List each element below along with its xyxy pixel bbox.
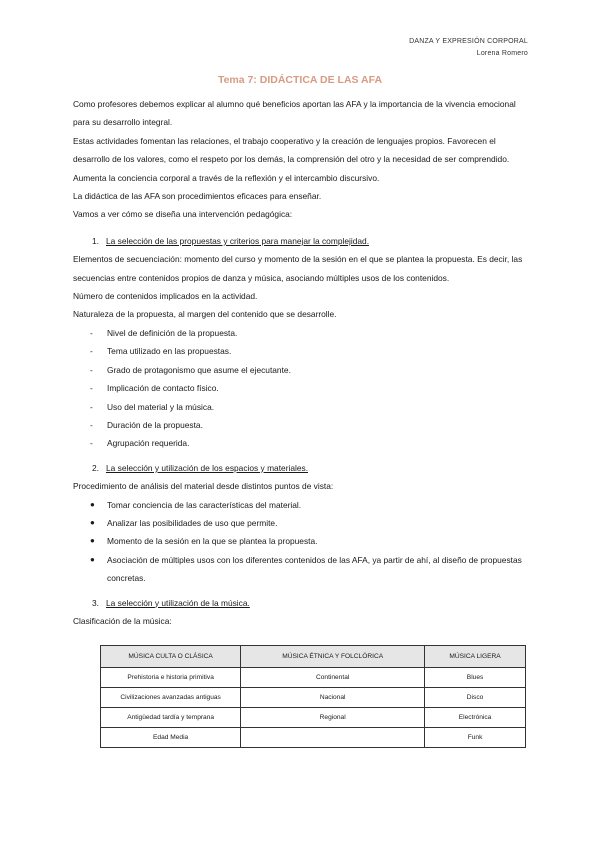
- table-cell: Regional: [241, 708, 425, 728]
- table-cell: Antigüedad tardía y temprana: [101, 708, 241, 728]
- dash-bullet: -: [90, 438, 93, 449]
- intro-paragraph: La didáctica de las AFA son procedimientos eficaces para enseñar.: [73, 191, 322, 202]
- table-cell: Blues: [425, 668, 526, 688]
- bullet-dot: ●: [90, 536, 95, 546]
- list-item: ● Analizar las posibilidades de uso que permite.: [90, 514, 530, 532]
- table-cell: Edad Media: [101, 728, 241, 748]
- list-item: ● Tomar conciencia de las características del material.: [90, 496, 530, 514]
- section1-paragraph: Número de contenidos implicados en la actividad.: [73, 291, 258, 302]
- list-item: ● Momento de la sesión en la que se plantea la propuesta.: [90, 532, 530, 550]
- dash-bullet: -: [90, 327, 93, 338]
- list-item: - Tema utilizado en las propuestas.: [90, 342, 530, 360]
- table-cell: Continental: [241, 668, 425, 688]
- section-heading-3: [73, 594, 530, 612]
- table-row: [101, 728, 526, 748]
- table-row: [101, 668, 526, 688]
- section-number: 1.: [92, 235, 99, 246]
- section2-lead: Procedimiento de análisis del material desde distintos puntos de vista:: [73, 481, 334, 492]
- header-subject: DANZA Y EXPRESIÓN CORPORAL: [409, 38, 528, 45]
- section-heading-1: [73, 232, 530, 250]
- intro-paragraph: Estas actividades fomentan las relaciones, el trabajo cooperativo y la creación de lenguajes propios. Favorecen el desarrollo de los valores, como el respeto por los demás, la comprensión del otro y la necesidad de ser comprendido. Aumenta la conciencia corporal a través de la reflexión y el intercambio discursivo.: [73, 135, 510, 183]
- table-row: [101, 708, 526, 728]
- section-number: 3.: [92, 597, 99, 608]
- list-item: - Implicación de contacto físico.: [90, 379, 530, 397]
- list-item: - Agrupación requerida.: [90, 434, 530, 452]
- page-header: [409, 36, 528, 60]
- table-cell: Nacional: [241, 688, 425, 708]
- section-heading-2: [73, 459, 530, 477]
- section-title: La selección de las propuestas y criterios para manejar la complejidad.: [106, 235, 370, 246]
- section-number: 2.: [92, 462, 99, 473]
- intro-paragraph: Vamos a ver cómo se diseña una intervención pedagógica:: [73, 209, 293, 220]
- document-body: [73, 95, 530, 630]
- list-item: ● Asociación de múltiples usos con los diferentes contenidos de las AFA, ya partir de ahí, al diseño de propuestas concretas.: [90, 551, 530, 588]
- dash-bullet: -: [90, 364, 93, 375]
- table-cell: Prehistoria e historia primitiva: [101, 668, 241, 688]
- section3-lead: Clasificación de la música:: [73, 615, 172, 626]
- dash-bullet: -: [90, 383, 93, 394]
- table-header-row: [101, 646, 526, 668]
- bullet-dot: ●: [90, 554, 95, 564]
- table-row: [101, 688, 526, 708]
- header-author: Lorena Romero: [476, 50, 528, 57]
- table-cell: Electrónica: [425, 708, 526, 728]
- table-cell: Funk: [425, 728, 526, 748]
- table-header: MÚSICA LIGERA: [425, 646, 526, 668]
- table-header: MÚSICA ÉTNICA Y FOLCLÓRICA: [241, 646, 425, 668]
- dash-bullet: -: [90, 346, 93, 357]
- section1-paragraph: Elementos de secuenciación: momento del curso y momento de la sesión en el que se plantea la propuesta. Es decir, las secuencias entre contenidos propios de danza y música, asociando múltiples usos de los contenidos.: [73, 254, 523, 283]
- table-cell: Civilizaciones avanzadas antiguas: [101, 688, 241, 708]
- criteria-list: [73, 324, 530, 453]
- section-title: La selección y utilización de los espacios y materiales.: [106, 462, 309, 473]
- dash-bullet: -: [90, 419, 93, 430]
- list-item: - Nivel de definición de la propuesta.: [90, 324, 530, 342]
- section-title: La selección y utilización de la música.: [106, 597, 250, 608]
- page-title: Tema 7: DIDÁCTICA DE LAS AFA: [217, 74, 383, 86]
- bullet-dot: ●: [90, 499, 95, 509]
- music-classification-table: [100, 645, 526, 748]
- table-header: MÚSICA CULTA O CLÁSICA: [101, 646, 241, 668]
- table-cell: Disco: [425, 688, 526, 708]
- bullet-dot: ●: [90, 517, 95, 527]
- list-item: - Duración de la propuesta.: [90, 416, 530, 434]
- table-cell: [241, 728, 425, 748]
- list-item: - Uso del material y la música.: [90, 398, 530, 416]
- intro-paragraph: Como profesores debemos explicar al alumno qué beneficios aportan las AFA y la importancia de la vivencia emocional para su desarrollo integral.: [73, 99, 516, 128]
- dash-bullet: -: [90, 401, 93, 412]
- list-item: - Grado de protagonismo que asume el ejecutante.: [90, 361, 530, 379]
- section1-paragraph: Naturaleza de la propuesta, al margen del contenido que se desarrolle.: [73, 309, 337, 320]
- material-list: [73, 496, 530, 588]
